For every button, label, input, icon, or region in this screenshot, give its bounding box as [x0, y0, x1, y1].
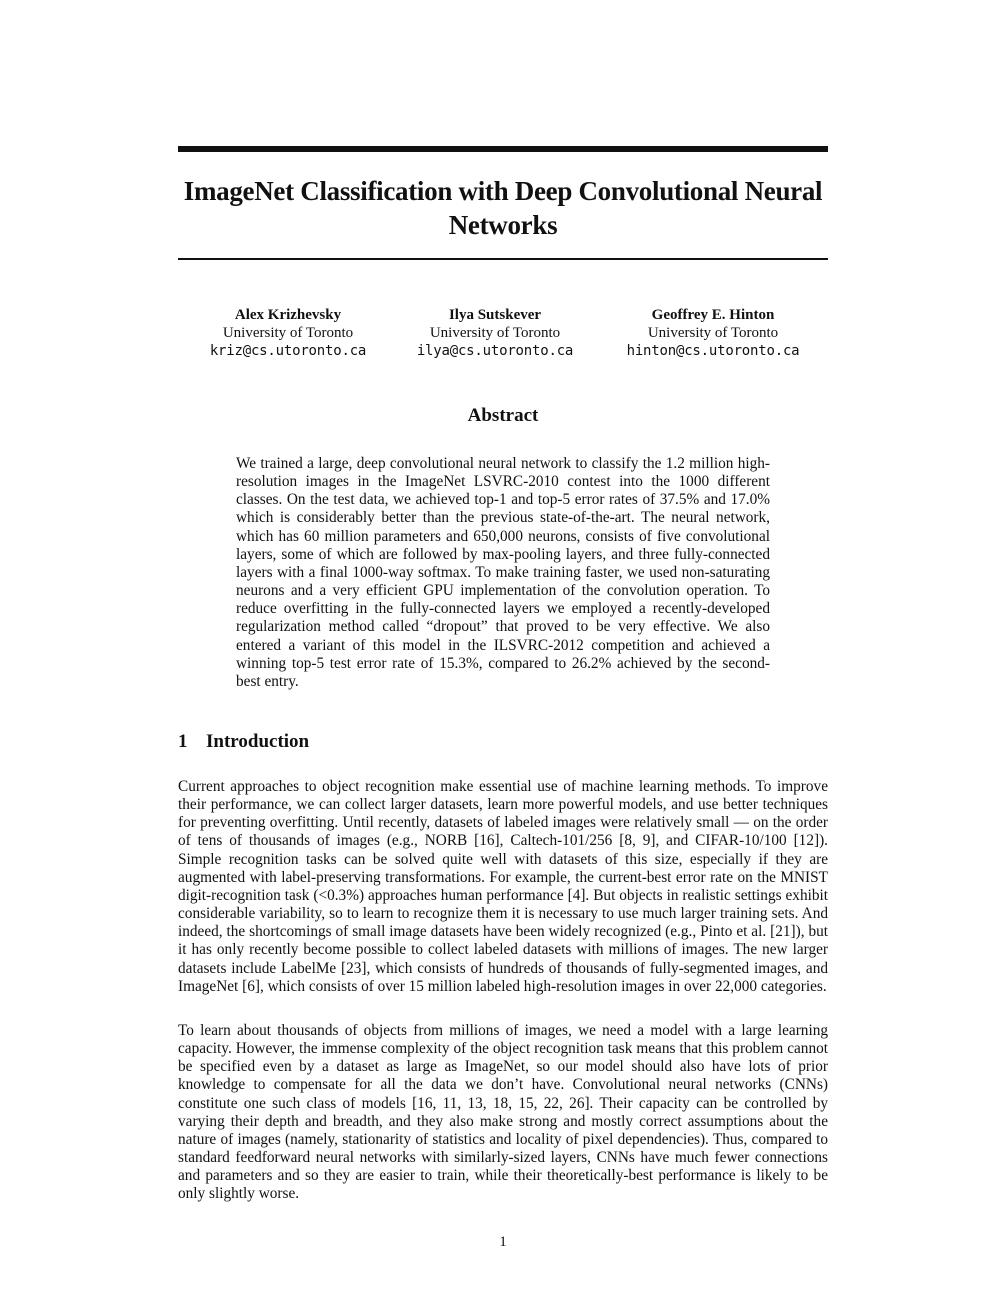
- author-block: [178, 306, 828, 366]
- author-affiliation: University of Toronto: [429, 325, 561, 341]
- abstract-heading: Abstract: [467, 405, 539, 426]
- author-email: kriz@cs.utoronto.ca: [209, 343, 367, 359]
- body-paragraph: Current approaches to object recognition make essential use of machine learning methods. To improve their performance, we can collect larger datasets, learn more powerful models, and use better techniques for preventing overfitting. Until recently, datasets of labeled images were relatively small — on the order of tens of thousands of images (e.g., NORB [16], Caltech-101/256 [8, 9], and CIFAR-10/100 [12]). Simple recognition tasks can be solved quite well with datasets of this size, especially if they are augmented with label-preserving transformations. For example, the current-best error rate on the MNIST digit-recognition task (<0.3%) approaches human performance [4]. But objects in realistic settings exhibit considerable variability, so to learn to recognize them it is necessary to use much larger training sets. And indeed, the shortcomings of small image datasets have been widely recognized (e.g., Pinto et al. [21]), but it has only recently become possible to collect labeled datasets with millions of images. The new larger datasets include LabelMe [23], which consists of hundreds of thousands of fully-segmented images, and ImageNet [6], which consists of over 15 million labeled high-resolution images in over 22,000 categories.: [178, 778, 828, 995]
- author-affiliation: University of Toronto: [222, 325, 354, 341]
- author-email: ilya@cs.utoronto.ca: [416, 343, 574, 359]
- author-name: Ilya Sutskever: [448, 307, 542, 323]
- author-2: [390, 306, 600, 360]
- author-name: Geoffrey E. Hinton: [651, 307, 775, 323]
- title-bottom-rule: [178, 258, 828, 260]
- abstract-text: We trained a large, deep convolutional neural network to classify the 1.2 million high-resolution images in the ImageNet LSVRC-2010 contest into the 1000 different classes. On the test data, we achieved top-1 and top-5 error rates of 37.5% and 17.0% which is considerably better than the previous state-of-the-art. The neural network, which has 60 million parameters and 650,000 neurons, consists of five convolutional layers, some of which are followed by max-pooling layers, and three fully-connected layers with a final 1000-way softmax. To make training faster, we used non-saturating neurons and a very efficient GPU implementation of the convolution operation. To reduce overfitting in the fully-connected layers we employed a recently-developed regularization method called “dropout” that proved to be very effective. We also entered a variant of this model in the ILSVRC-2012 competition and achieved a winning top-5 test error rate of 15.3%, compared to 26.2% achieved by the second-best entry.: [236, 455, 770, 690]
- section-heading: [178, 731, 309, 753]
- author-name: Alex Krizhevsky: [234, 307, 342, 323]
- author-email: hinton@cs.utoronto.ca: [626, 343, 800, 359]
- title-top-rule: [178, 146, 828, 152]
- author-1: [183, 306, 393, 360]
- section-number: 1: [178, 731, 188, 752]
- author-affiliation: University of Toronto: [647, 325, 779, 341]
- page-number: 1: [499, 1234, 507, 1250]
- section-title: Introduction: [206, 731, 310, 752]
- author-3: [601, 306, 825, 360]
- body-paragraph: To learn about thousands of objects from millions of images, we need a model with a large learning capacity. However, the immense complexity of the object recognition task means that this problem cannot be specified even by a dataset as large as ImageNet, so our model should also have lots of prior knowledge to compensate for all the data we don’t have. Convolutional neural networks (CNNs) constitute one such class of models [16, 11, 13, 18, 15, 22, 26]. Their capacity can be controlled by varying their depth and breadth, and they also make strong and mostly correct assumptions about the nature of images (namely, stationarity of statistics and locality of pixel dependencies). Thus, compared to standard feedforward neural networks with similarly-sized layers, CNNs have much fewer connections and parameters and so they are easier to train, while their theoretically-best performance is likely to be only slightly worse.: [178, 1022, 828, 1203]
- paper-title: ImageNet Classification with Deep Convolutional Neural Networks: [183, 176, 823, 240]
